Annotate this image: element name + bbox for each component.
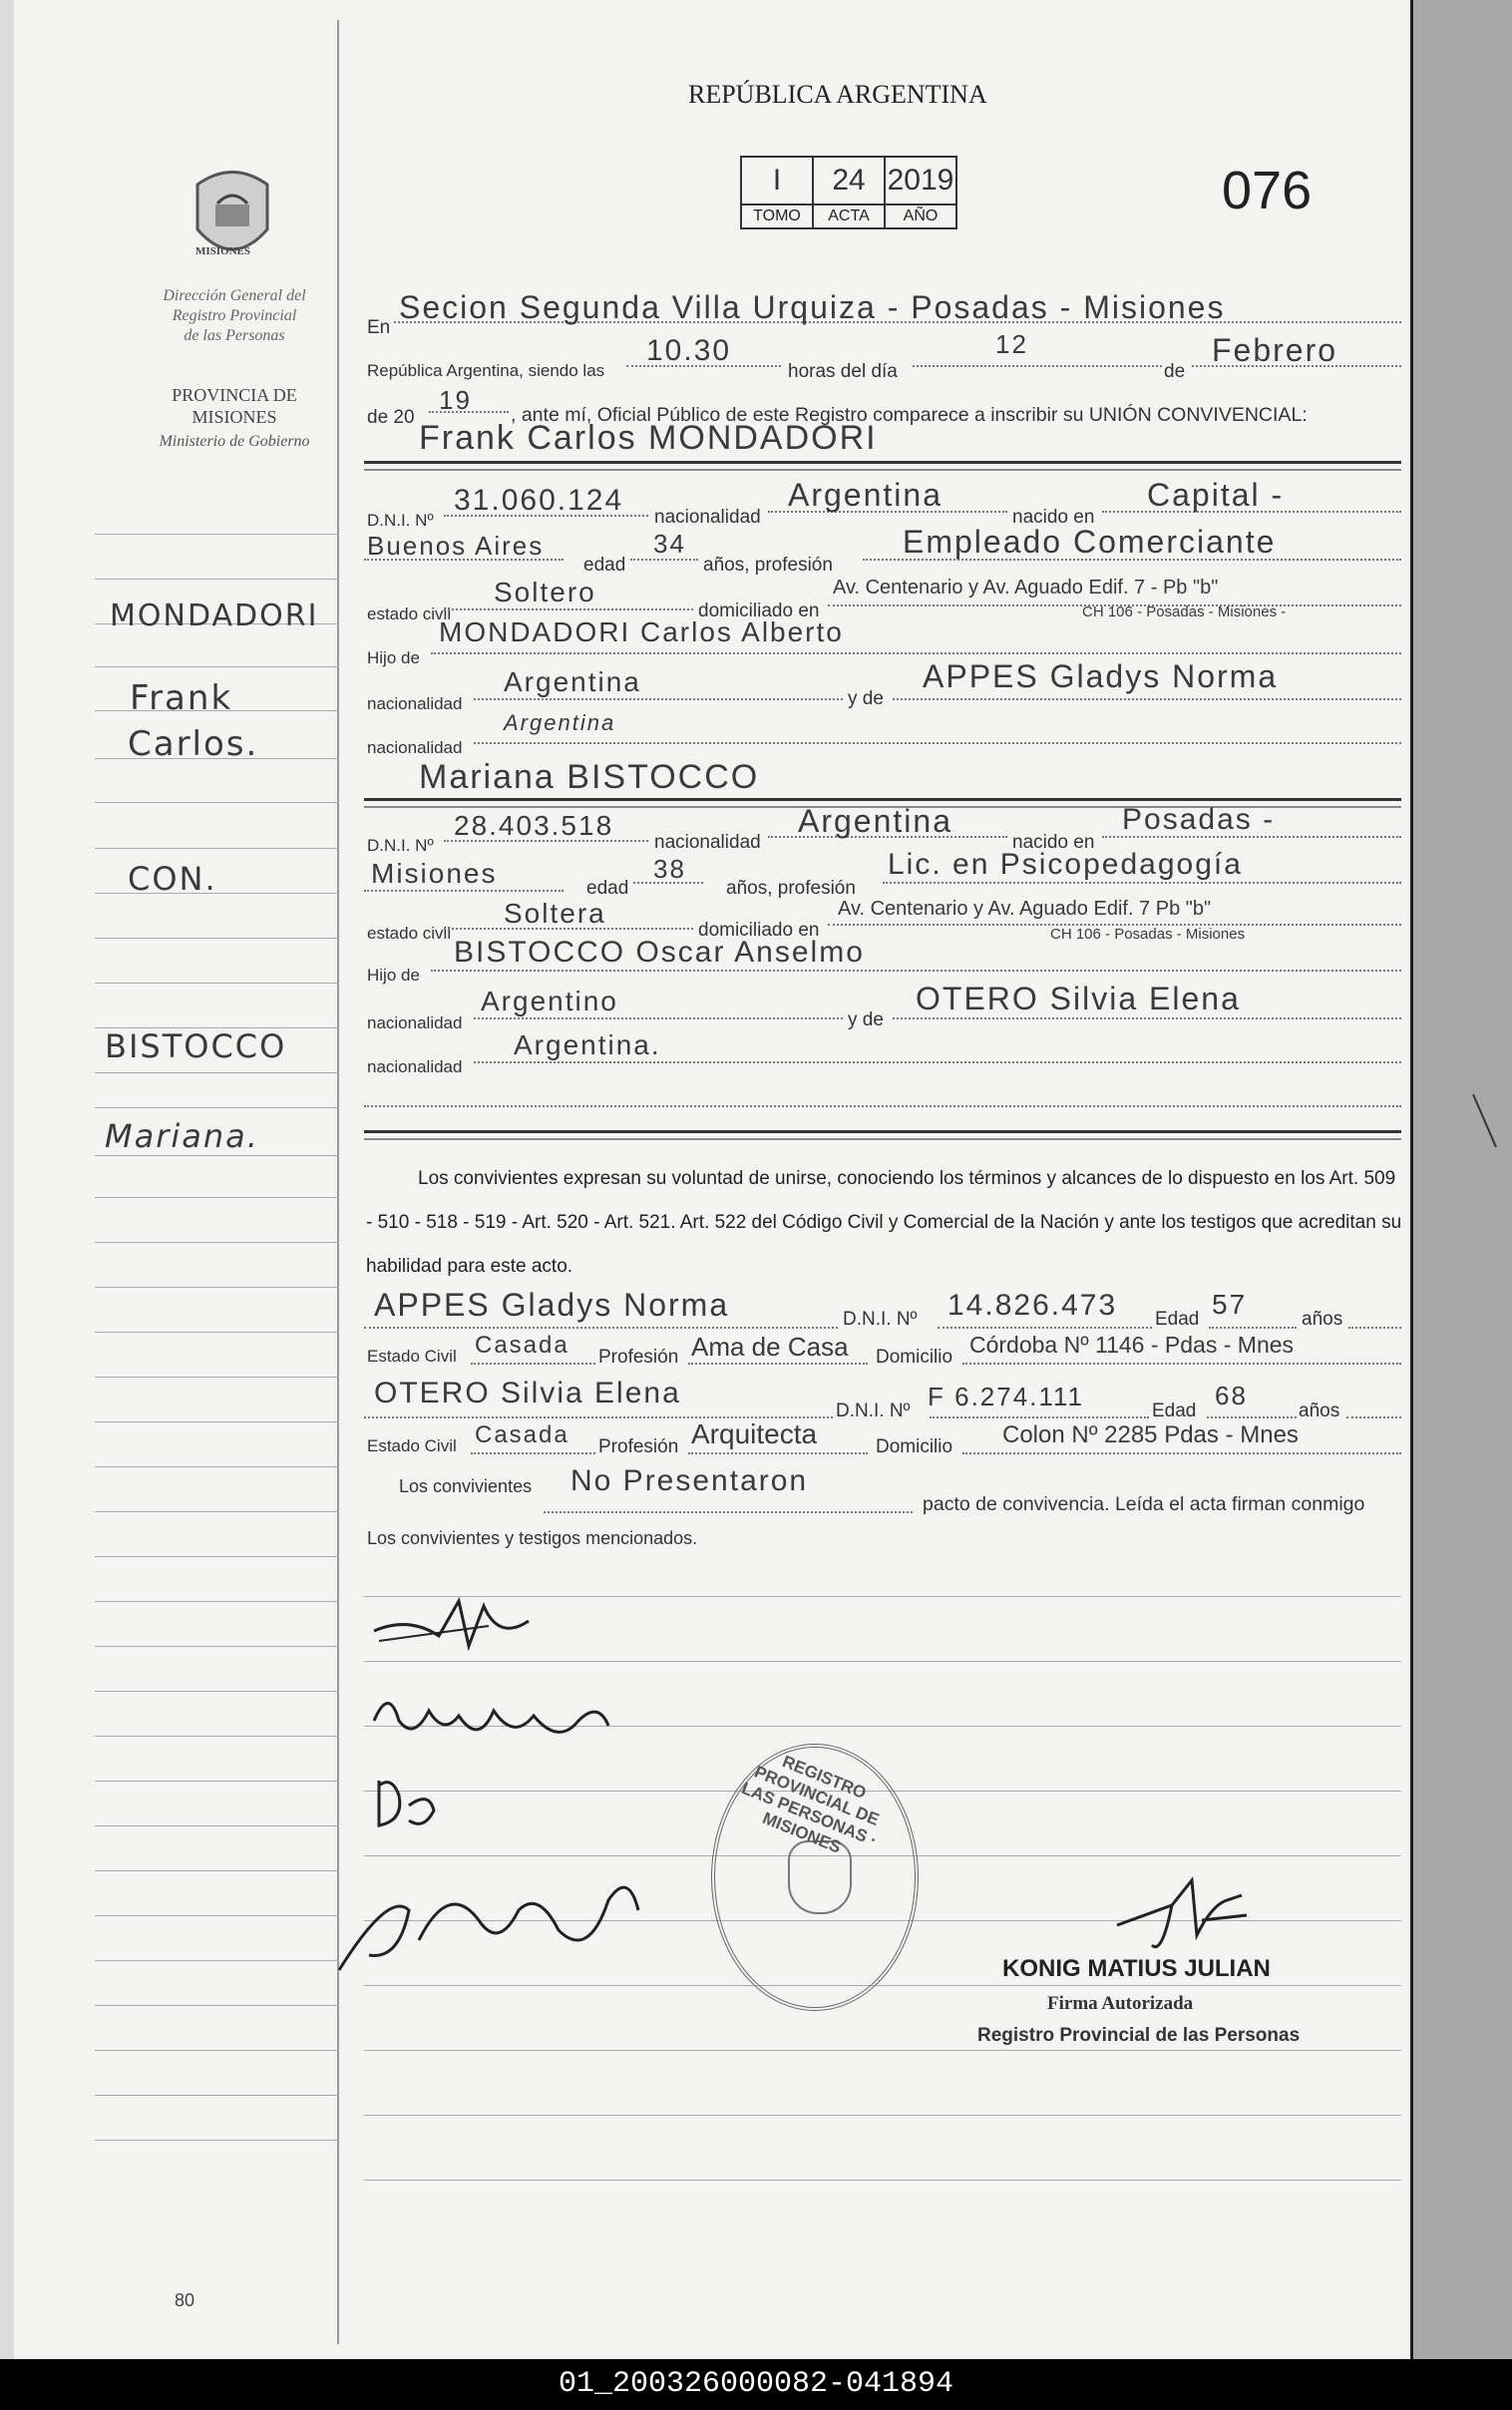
dni-label: D.N.I. Nº xyxy=(367,836,434,855)
ano-label: AÑO xyxy=(885,204,956,228)
tomo-label: TOMO xyxy=(741,204,813,228)
province-name: PROVINCIA DE MISIONES xyxy=(172,385,297,427)
statement: , ante mí, Oficial Público de este Registro comparece a inscribir su UNIÓN CONVIVENCIAL: xyxy=(511,404,1308,426)
stamp-text: REGISTRO PROVINCIAL DE LAS PERSONAS · MISIONES xyxy=(738,1752,883,1857)
signature-2 xyxy=(369,1681,618,1751)
person1-civil: Soltero xyxy=(494,577,596,607)
margin-line xyxy=(95,1781,339,1782)
time-value: 10.30 xyxy=(646,334,732,367)
person2-born-2: Misiones xyxy=(371,858,498,889)
margin-line xyxy=(95,1960,339,1961)
seal-label: MISIONES xyxy=(195,245,251,257)
fill-line xyxy=(431,652,1401,654)
official-name: KONIG MATIUS JULIAN xyxy=(1002,1955,1271,1982)
page-number: 80 xyxy=(175,2290,195,2310)
witness-profession-label: Profesión xyxy=(598,1347,679,1368)
country-title: REPÚBLICA ARGENTINA xyxy=(688,80,987,109)
and-label: y de xyxy=(848,1009,884,1030)
fill-line xyxy=(1346,1416,1401,1418)
fill-line xyxy=(688,1452,868,1454)
fill-line xyxy=(474,698,843,700)
pact-value: No Presentaron xyxy=(570,1464,809,1497)
margin-line xyxy=(95,2140,339,2141)
person1-born-2: Buenos Aires xyxy=(367,531,545,561)
year-value: 19 xyxy=(439,385,472,415)
signature-line xyxy=(364,2115,1401,2116)
person2-address-1: Av. Centenario y Av. Aguado Edif. 7 Pb "b" xyxy=(838,898,1212,920)
person1-full-name: Frank Carlos MONDADORI xyxy=(419,419,878,457)
address-label: domiciliado en xyxy=(698,920,820,941)
person1-dni: 31.060.124 xyxy=(454,484,624,517)
person2-born-1: Posadas - xyxy=(1122,803,1276,836)
witness2-civil: Casada xyxy=(475,1421,569,1448)
margin-line xyxy=(95,983,339,984)
ministry-name: Ministerio de Gobierno xyxy=(159,433,310,450)
person2-father: BISTOCCO Oscar Anselmo xyxy=(454,936,865,969)
mother-nat-label: nacionalidad xyxy=(367,1057,463,1076)
fill-line xyxy=(962,1452,1401,1454)
witness2-profession: Arquitecta xyxy=(691,1418,818,1449)
fill-line xyxy=(1207,1416,1297,1418)
profession-label: años, profesión xyxy=(726,878,856,899)
official-office: Registro Provincial de las Personas xyxy=(977,2025,1301,2046)
section-divider xyxy=(364,1138,1401,1140)
margin-mark xyxy=(1471,1092,1501,1152)
fill-line xyxy=(883,882,1401,884)
witness-civil-label: Estado Civil xyxy=(367,1347,457,1366)
margin-line xyxy=(95,1511,339,1512)
person2-address-2: CH 106 - Posadas - Misiones xyxy=(1050,926,1246,943)
witness1-address: Córdoba Nº 1146 - Pdas - Mnes xyxy=(969,1332,1295,1358)
address-label: domiciliado en xyxy=(698,601,820,621)
siendo-label: República Argentina, siendo las xyxy=(367,361,605,380)
office-value: Secion Segunda Villa Urquiza - Posadas - Misiones xyxy=(399,289,1226,325)
closing-text: Los convivientes y testigos mencionados. xyxy=(367,1528,698,1548)
fill-line xyxy=(364,890,564,892)
year-prefix: de 20 xyxy=(367,407,415,428)
margin-line xyxy=(95,1155,339,1156)
fill-line xyxy=(471,1363,595,1365)
margin-line xyxy=(95,534,339,535)
org-name: Dirección General del Registro Provincial de las Personas xyxy=(163,287,306,344)
fill-line xyxy=(938,1327,1152,1329)
margin-line xyxy=(95,1915,339,1916)
fill-line xyxy=(474,742,1401,744)
fill-line xyxy=(688,1363,868,1365)
person2-mother-nat: Argentina. xyxy=(514,1029,661,1060)
margin-con: CON. xyxy=(128,860,217,898)
record-number: 076 xyxy=(1222,161,1313,220)
signature-3 xyxy=(364,1771,454,1840)
margin-line xyxy=(95,1107,339,1108)
person1-father: MONDADORI Carlos Alberto xyxy=(439,616,844,647)
margin-line xyxy=(95,848,339,849)
margin-line xyxy=(95,1556,339,1557)
fill-line xyxy=(930,1416,1149,1418)
person2-nationality: Argentina xyxy=(798,803,952,839)
witness2-dni: F 6.274.111 xyxy=(928,1382,1084,1411)
official-title: Firma Autorizada xyxy=(1047,1993,1194,2014)
ano-value: 2019 xyxy=(885,157,956,204)
fill-line xyxy=(962,1363,1401,1365)
person1-profession: Empleado Comerciante xyxy=(903,524,1277,560)
person1-address-2: CH 106 - Posadas - Misiones - xyxy=(1082,603,1287,620)
section-divider xyxy=(364,469,1401,471)
born-label: nacido en xyxy=(1012,832,1095,853)
witness-address-label: Domicilio xyxy=(876,1436,953,1457)
person2-age: 38 xyxy=(653,854,686,884)
margin-line xyxy=(95,1287,339,1288)
son-label: Hijo de xyxy=(367,648,420,667)
witness-dni-label: D.N.I. Nº xyxy=(843,1309,918,1330)
witness1-name: APPES Gladys Norma xyxy=(374,1287,730,1323)
section-divider xyxy=(364,798,1401,801)
witness1-age: 57 xyxy=(1212,1289,1248,1320)
margin-line xyxy=(95,1377,339,1378)
margin-line xyxy=(95,2005,339,2006)
horas-label: horas del día xyxy=(788,361,898,382)
section-divider xyxy=(364,1130,1401,1133)
pact-suffix: pacto de convivencia. Leída el acta firman conmigo xyxy=(923,1493,1365,1515)
person2-mother: OTERO Silvia Elena xyxy=(916,981,1241,1016)
tomo-value: I xyxy=(741,157,813,204)
signature-1 xyxy=(369,1586,549,1666)
margin-line xyxy=(95,1072,339,1073)
age-label: edad xyxy=(583,555,626,576)
witness-years-label: años xyxy=(1302,1309,1343,1330)
de-label: de xyxy=(1164,361,1186,382)
margin-line xyxy=(95,1242,339,1243)
person1-father-nat: Argentina xyxy=(504,666,641,697)
witness1-dni: 14.826.473 xyxy=(947,1289,1118,1322)
fill-line xyxy=(431,970,1401,972)
tomo-acta-ano-box xyxy=(740,156,957,229)
margin-given-2: Carlos. xyxy=(128,724,259,764)
nationality-label: nacionalidad xyxy=(654,832,761,853)
person1-age: 34 xyxy=(653,529,686,559)
person1-mother: APPES Gladys Norma xyxy=(923,658,1279,694)
witness2-age: 68 xyxy=(1215,1381,1248,1410)
acta-label: ACTA xyxy=(813,204,885,228)
witness-age-label: Edad xyxy=(1152,1401,1197,1421)
person1-born-1: Capital - xyxy=(1147,477,1285,513)
father-nat-label: nacionalidad xyxy=(367,694,463,713)
en-label: En xyxy=(367,317,391,338)
witness2-name: OTERO Silvia Elena xyxy=(374,1377,681,1409)
footer-code: 01_200326000082-041894 xyxy=(0,2359,1512,2410)
fill-line xyxy=(913,365,1162,367)
person1-mother-nat: Argentina xyxy=(504,710,616,735)
son-label: Hijo de xyxy=(367,966,420,985)
margin-surname-1: MONDADORI xyxy=(110,599,319,633)
fill-line xyxy=(474,1017,843,1019)
age-label: edad xyxy=(586,878,629,899)
person2-profession: Lic. en Psicopedagogía xyxy=(888,848,1243,881)
witness2-address: Colon Nº 2285 Pdas - Mnes xyxy=(1002,1421,1299,1448)
margin-line xyxy=(95,1466,339,1467)
margin-line xyxy=(95,938,339,939)
margin-line xyxy=(95,2050,339,2051)
margin-line xyxy=(95,802,339,803)
person2-dni: 28.403.518 xyxy=(454,810,614,841)
fill-line xyxy=(364,1327,838,1329)
margin-line xyxy=(95,1601,339,1602)
margin-divider xyxy=(337,20,339,2344)
margin-line xyxy=(95,1736,339,1737)
margin-line xyxy=(95,1825,339,1826)
fill-line xyxy=(474,1061,1401,1063)
pact-prefix: Los convivientes xyxy=(399,1476,533,1496)
margin-line xyxy=(95,1332,339,1333)
margin-surname-2: BISTOCCO xyxy=(105,1027,287,1065)
margin-given-3: Mariana. xyxy=(105,1117,259,1155)
margin-line xyxy=(95,1197,339,1198)
person1-nationality: Argentina xyxy=(788,477,943,513)
signature-4 xyxy=(329,1850,648,1990)
person2-father-nat: Argentino xyxy=(481,986,618,1016)
month-value: Febrero xyxy=(1212,332,1338,368)
person2-civil: Soltera xyxy=(504,898,606,929)
margin-line xyxy=(95,2095,339,2096)
scan-background xyxy=(1410,0,1512,2359)
section-divider xyxy=(364,461,1401,464)
fill-line xyxy=(1209,1327,1297,1329)
fill-line xyxy=(544,1511,913,1513)
person1-address-1: Av. Centenario y Av. Aguado Edif. 7 - Pb "b" xyxy=(833,577,1219,599)
margin-line xyxy=(95,1646,339,1647)
person2-full-name: Mariana BISTOCCO xyxy=(419,758,760,796)
official-signature xyxy=(1112,1865,1252,1965)
fill-line xyxy=(893,1017,1401,1019)
and-label: y de xyxy=(848,688,884,709)
mother-nat-label: nacionalidad xyxy=(367,738,463,757)
witness-address-label: Domicilio xyxy=(876,1347,953,1368)
witness1-profession: Ama de Casa xyxy=(691,1332,849,1362)
nationality-label: nacionalidad xyxy=(654,507,761,528)
fill-line xyxy=(893,698,1401,700)
margin-given-1: Frank xyxy=(130,678,233,718)
born-label: nacido en xyxy=(1012,507,1095,528)
fill-line xyxy=(1348,1327,1401,1329)
civil-label: estado civil xyxy=(367,604,452,623)
profession-label: años, profesión xyxy=(703,555,833,576)
margin-line xyxy=(95,1421,339,1422)
witness1-civil: Casada xyxy=(475,1332,569,1359)
dni-label: D.N.I. Nº xyxy=(367,511,434,530)
acta-value: 24 xyxy=(813,157,885,204)
fill-line xyxy=(471,1452,595,1454)
margin-line xyxy=(95,1691,339,1692)
witness-dni-label: D.N.I. Nº xyxy=(836,1401,911,1421)
witness-age-label: Edad xyxy=(1155,1309,1200,1330)
witness-civil-label: Estado Civil xyxy=(367,1436,457,1455)
witness-profession-label: Profesión xyxy=(598,1436,679,1457)
day-value: 12 xyxy=(995,329,1028,359)
signature-line xyxy=(364,2180,1401,2181)
father-nat-label: nacionalidad xyxy=(367,1013,463,1032)
civil-label: estado civil xyxy=(367,924,452,943)
signature-line xyxy=(364,2050,1401,2051)
declaration-text: Los convivientes expresan su voluntad de unirse, conociendo los términos y alcances de lo dispuesto en los Art. 509 - 510 - 518 - 519 - Art. 520 - Art. 521. Art. 522 del Código Civil y Comercial de la Nación y ante los testigos que acreditan su habilidad para este acto. xyxy=(366,1168,1402,1277)
margin-line xyxy=(95,579,339,580)
witness-years-label: años xyxy=(1299,1401,1340,1421)
fill-line xyxy=(444,608,693,610)
fill-line xyxy=(364,1105,1401,1107)
margin-line xyxy=(95,1870,339,1871)
margin-line xyxy=(95,666,339,667)
